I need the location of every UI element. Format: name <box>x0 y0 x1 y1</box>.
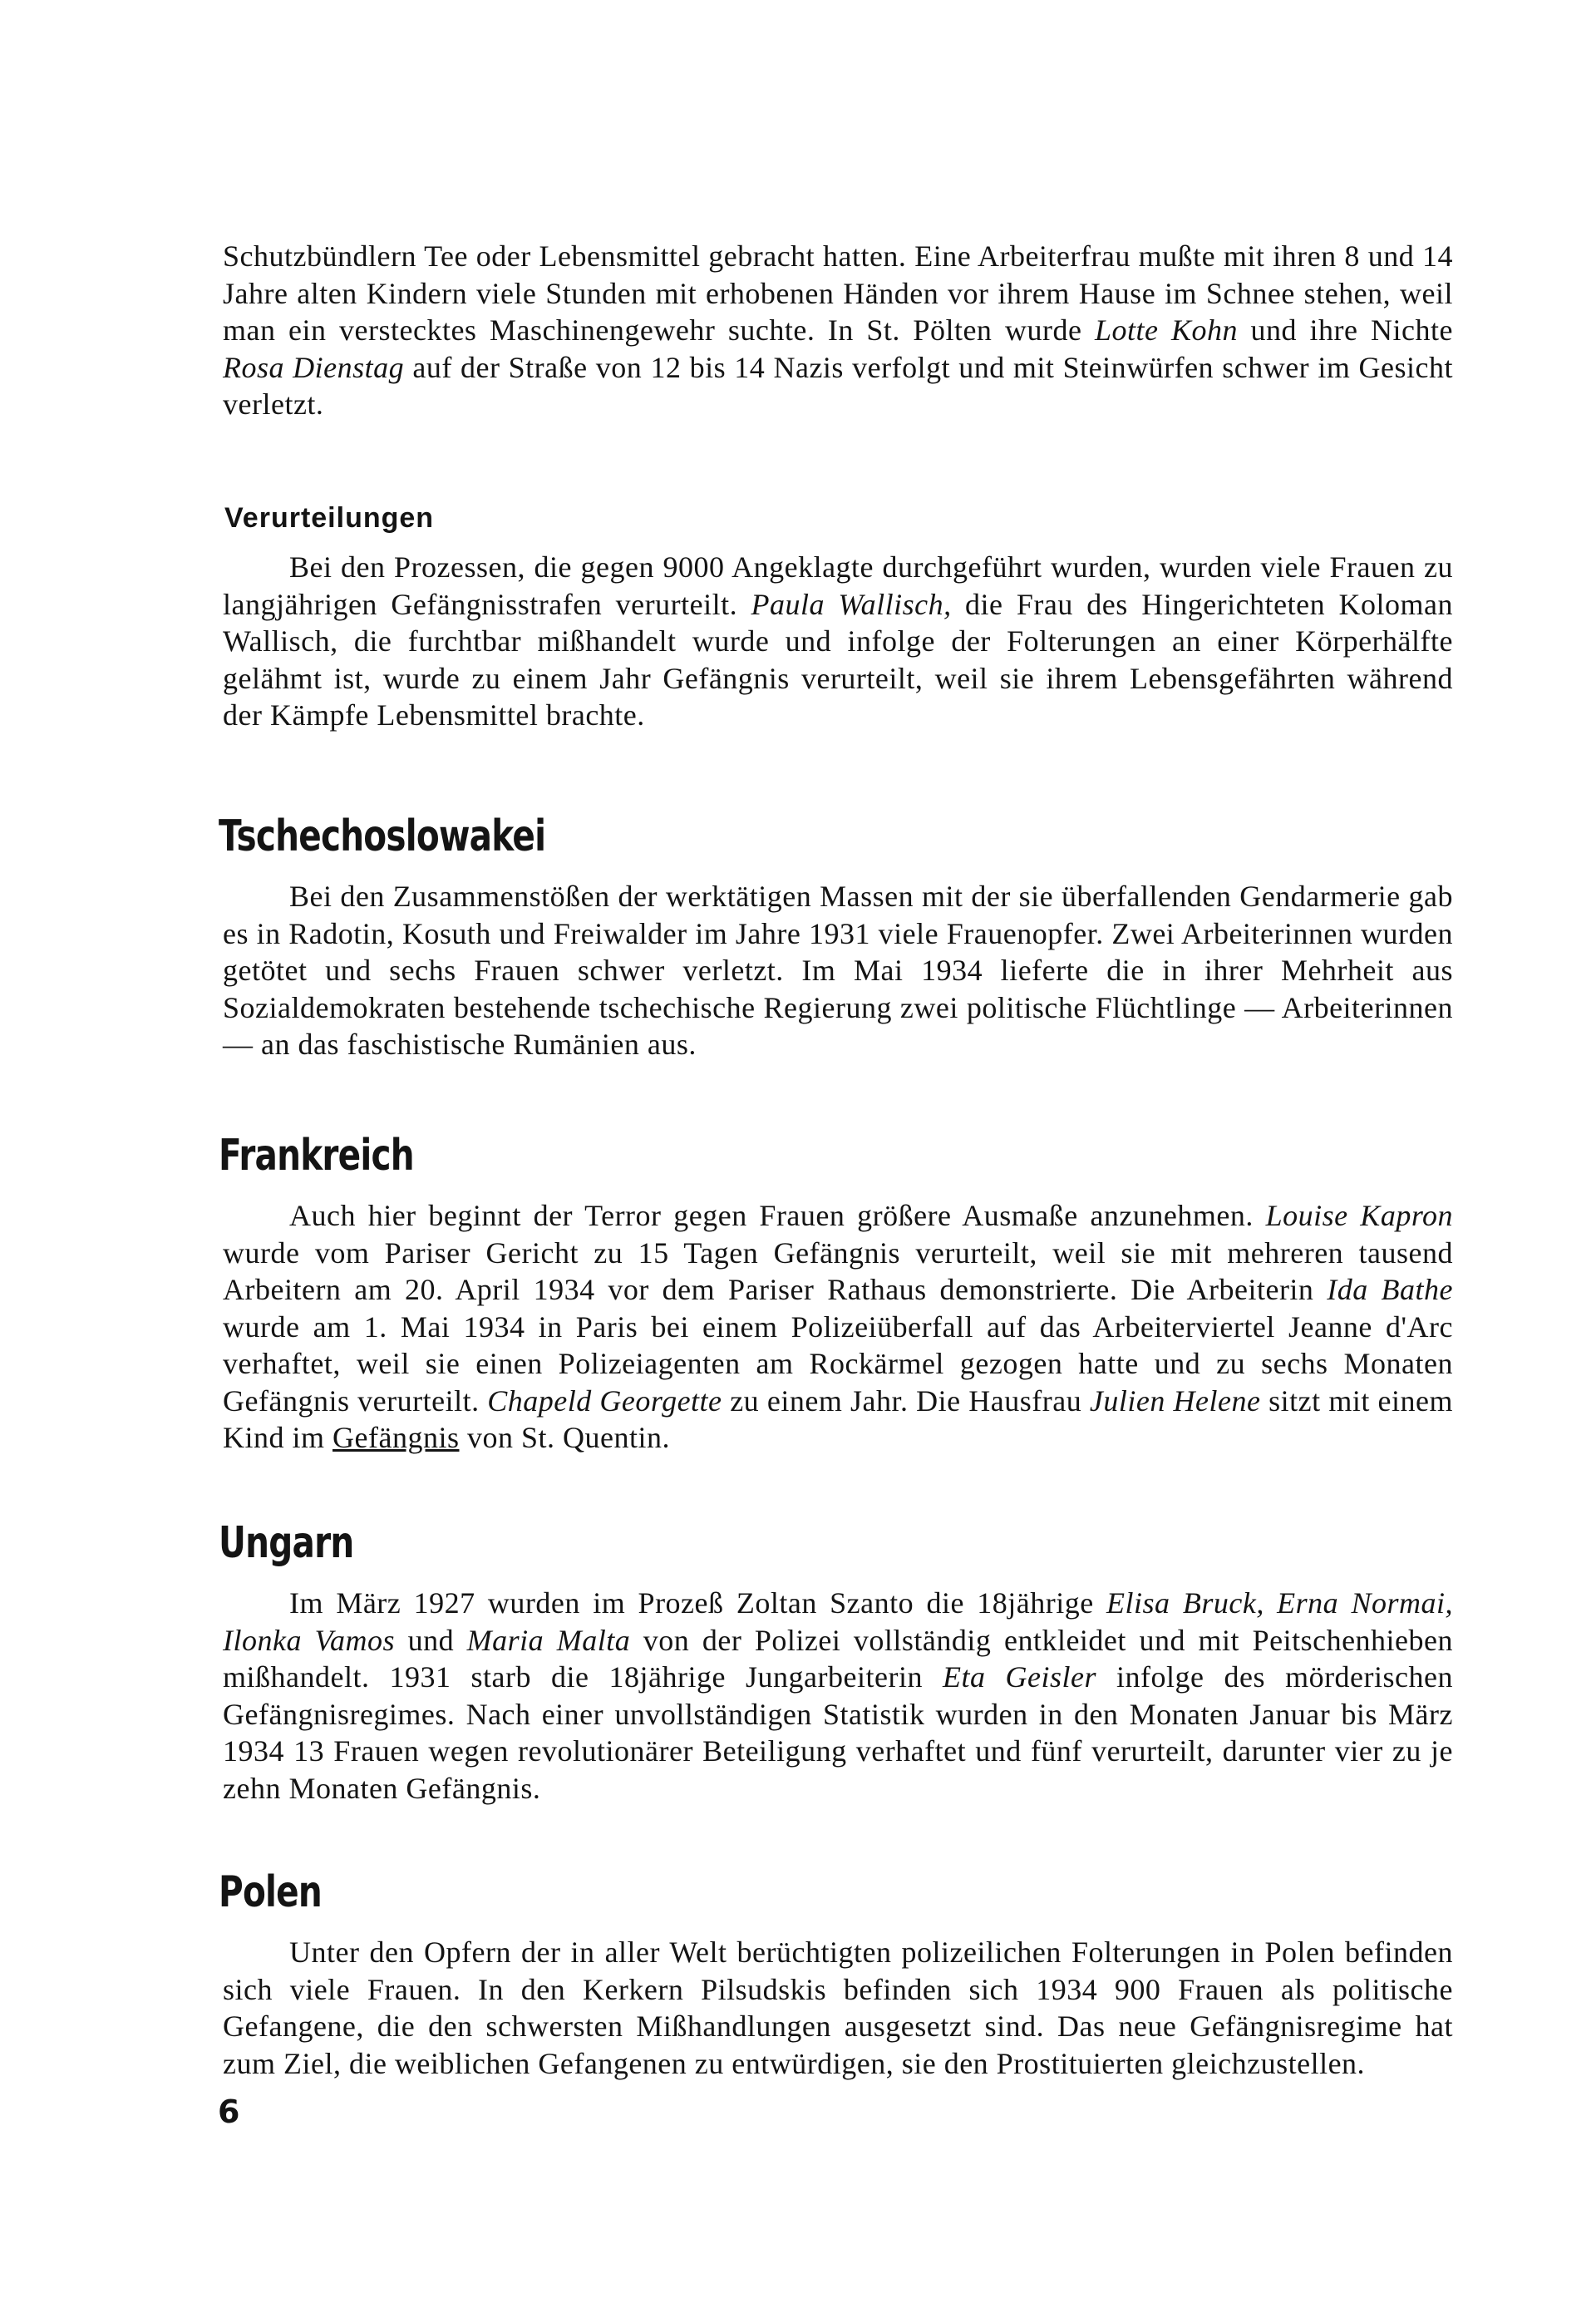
frankreich-text-3: wurde am 1. Mai 1934 in Paris bei einem Polizeiüberfall auf das Arbeiterviertel Jeanne d'Arc verhaftet, weil sie einen Polizeiagenten am Rockärmel gezogen hatte und zu sechs Monaten Gefängnis verurteilt. <box>223 1309 1453 1418</box>
ungarn-text-4: infolge des mörderischen Gefängnisregimes. Nach einer unvollständigen Statistik wurden in den Monaten Januar bis März 1934 13 Frauen wegen revolutionärer Beteiligung verhaftet und fünf verurteilt, darunter vier zu je zehn Monaten Gefängnis. <box>223 1660 1453 1805</box>
ungarn-text-1: Im März 1927 wurden im Prozeß Zoltan Szanto die 18jährige <box>289 1586 1107 1620</box>
frankreich-paragraph <box>223 1197 1453 1457</box>
person-name: Louise Kapron <box>1265 1199 1453 1232</box>
ungarn-text-2: und <box>395 1623 467 1657</box>
opening-text-3: auf der Straße von 12 bis 14 Nazis verfolgt und mit Steinwürfen schwer im Gesicht verletzt. <box>223 350 1453 421</box>
section-heading-verurteilungen: Verurteilungen <box>224 502 435 534</box>
section-heading-ungarn: Ungarn <box>219 1518 354 1568</box>
person-name: Julien Helene <box>1089 1383 1261 1418</box>
opening-text-1: Schutzbündlern Tee oder Lebensmittel gebracht hatten. Eine Arbeiterfrau mußte mit ihren 8 und 14 Jahre alten Kindern viele Stunden mit erhobenen Händen vor ihrem Hause im Schnee stehen, weil man ein verstecktes Maschinengewehr suchte. In St. Pölten wurde <box>223 239 1453 347</box>
verurteilungen-text-1: Bei den Prozessen, die gegen 9000 Angeklagte durchgeführt wurden, wurden viele Frauen zu langjährigen Gefängnisstrafen verurteilt. <box>223 550 1453 621</box>
frankreich-text-4: zu einem Jahr. Die Hausfrau <box>722 1383 1090 1418</box>
person-name: Paula Wallisch, <box>751 587 952 621</box>
person-name: Elisa Bruck, Erna Normai, Ilonka Vamos <box>223 1586 1454 1657</box>
verurteilungen-text-2: die Frau des Hingerichteten Koloman Wallisch, die furchtbar mißhandelt wurde und infolge der Folterungen an einer Körperhälfte gelähmt ist, wurde zu einem Jahr Gefängnis verurteilt, weil sie ihrem Lebensgefährten während der Kämpfe Lebensmittel brachte. <box>223 587 1454 732</box>
opening-paragraph <box>223 238 1453 423</box>
person-name: Chapeld Georgette <box>487 1383 722 1418</box>
tschechoslowakei-text: Bei den Zusammenstößen der werktätigen Massen mit der sie überfallenden Gendarmerie gab es in Radotin, Kosuth und Freiwalder im Jahre 1931 viele Frauenopfer. Zwei Arbeiterinnen wurden getötet und sechs Frauen schwer verletzt. Im Mai 1934 lieferte die in ihrer Mehrheit aus Sozialdemokraten bestehende tschechische Regierung zwei politische Flüchtlinge — Arbeiterinnen — an das faschistische Rumänien aus. <box>223 880 1453 1061</box>
person-name: Eta Geisler <box>943 1660 1097 1694</box>
ungarn-text-3: von der Polizei vollständig entkleidet und mit Peitschenhieben mißhandelt. 1931 starb die 18jährige Jungarbeiterin <box>223 1623 1454 1694</box>
section-heading-frankreich: Frankreich <box>219 1131 414 1181</box>
page-number: 6 <box>218 2093 240 2130</box>
section-heading-polen: Polen <box>219 1867 322 1917</box>
frankreich-text-6: von St. Quentin. <box>459 1421 670 1454</box>
person-name: Ida Bathe <box>1327 1273 1453 1306</box>
polen-text: Unter den Opfern der in aller Welt berüchtigten polizeilichen Folterungen in Polen befinden sich viele Frauen. In den Kerkern Pilsudskis befinden sich 1934 900 Frauen als politische Gefangene, die den schwersten Mißhandlungen ausgesetzt sind. Das neue Gefängnisregime hat zum Ziel, die weiblichen Gefangenen zu entwürdigen, sie den Prostituierten gleichzustellen. <box>223 1936 1453 2080</box>
person-name: Lotte Kohn <box>1094 313 1238 347</box>
frankreich-text-5: sitzt mit einem Kind im <box>223 1383 1453 1454</box>
frankreich-text-1: Auch hier beginnt der Terror gegen Frauen größere Ausmaße anzunehmen. <box>289 1199 1266 1232</box>
frankreich-text-2: wurde vom Pariser Gericht zu 15 Tagen Gefängnis verurteilt, weil sie mit mehreren tausend Arbeitern am 20. April 1934 vor dem Pariser Rathaus demonstrierte. Die Arbeiterin <box>223 1235 1453 1306</box>
underlined-word: Gefängnis <box>332 1421 460 1454</box>
polen-paragraph <box>223 1934 1453 2082</box>
tschechoslowakei-paragraph <box>223 878 1453 1063</box>
opening-text-2: und ihre Nichte <box>1238 313 1453 347</box>
ungarn-paragraph <box>223 1585 1453 1807</box>
person-name: Maria Malta <box>466 1623 631 1657</box>
section-heading-tschechoslowakei: Tschechoslowakei <box>219 811 546 861</box>
person-name: Rosa Dienstag <box>223 350 405 384</box>
verurteilungen-paragraph <box>223 549 1453 734</box>
